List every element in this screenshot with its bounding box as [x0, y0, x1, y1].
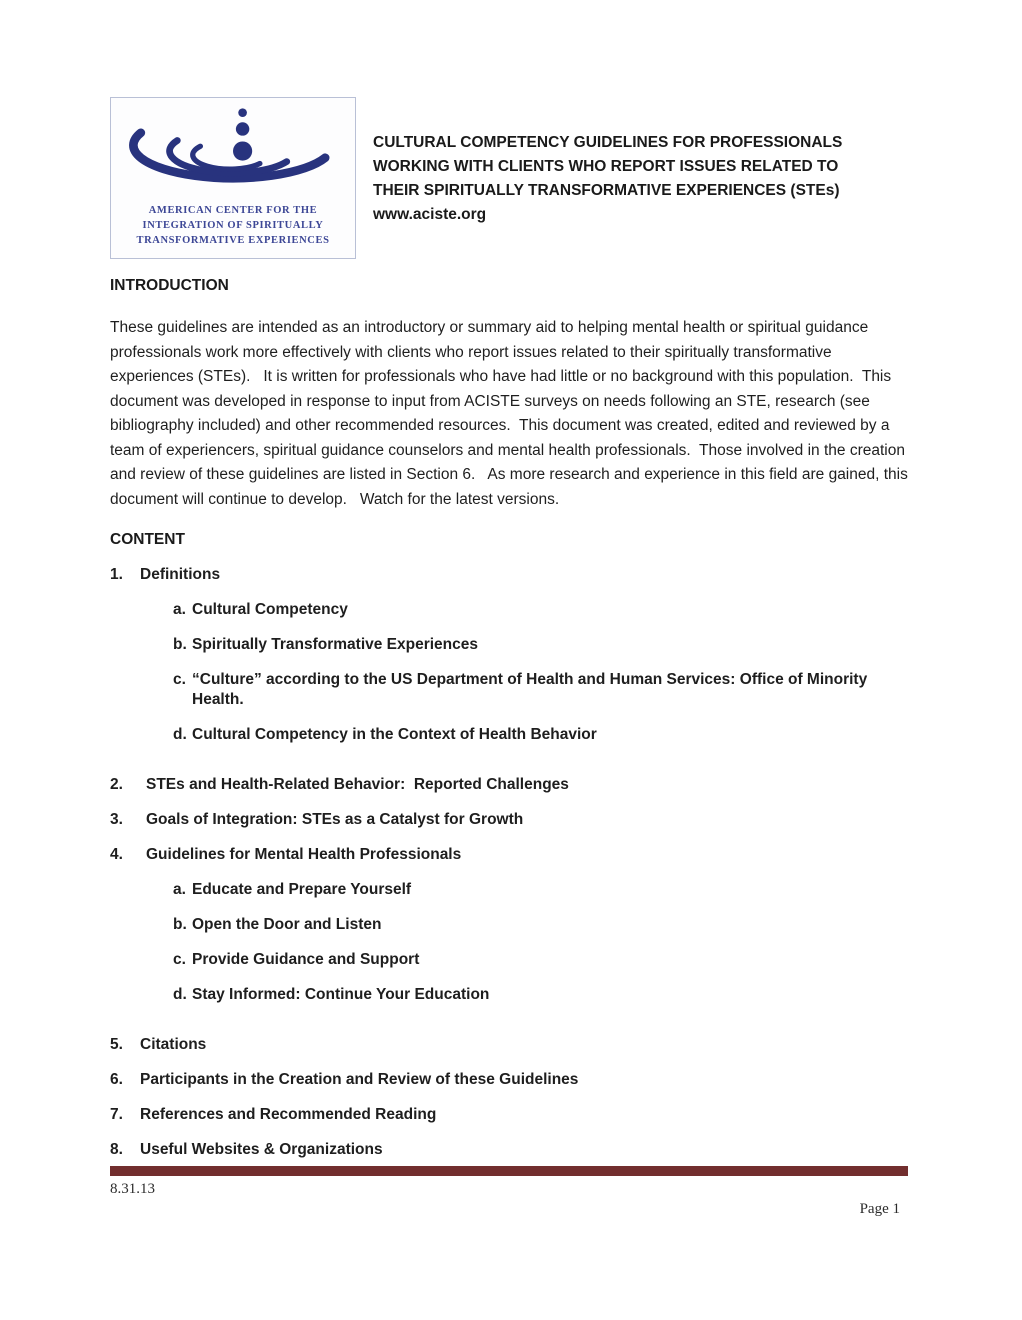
toc-subitem-4d [110, 985, 910, 1005]
toc-item-6 [110, 1070, 910, 1090]
toc-sub-letter: d. [173, 986, 187, 1003]
toc-label: Goals of Integration: STEs as a Catalyst for Growth [146, 811, 524, 828]
toc-number: 3. [110, 811, 123, 828]
introduction-paragraph: These guidelines are intended as an introductory or summary aid to helping mental health or spiritual guidance professionals work more effectively with clients who report issues related to their spiritually transformative experiences (STEs). It is written for professionals who have had little or no background with this population. This document was developed in response to input from ACISTE surveys on needs following an STE, research (see bibliography included) and other recommended resources. This document was created, edited and reviewed by a team of experiencers, spiritual guidance counselors and mental health professionals. Those involved in the creation and review of these guidelines are listed in Section 6. As more research and experience in this field are gained, this document will continue to develop. Watch for the latest versions. [110, 319, 913, 508]
toc-label: Citations [140, 1036, 207, 1053]
toc-item-2 [110, 775, 910, 795]
toc-sub-label: Provide Guidance and Support [192, 951, 420, 968]
toc-label: Useful Websites & Organizations [140, 1141, 383, 1158]
toc-number: 5. [110, 1036, 123, 1053]
content-heading: CONTENT [110, 531, 185, 548]
toc-item-3 [110, 810, 910, 830]
toc-sub-label: “Culture” according to the US Department of Health and Human Services: Office of Minority Health. [192, 671, 872, 708]
toc-item-7 [110, 1105, 910, 1125]
toc-sub-label: Spiritually Transformative Experiences [192, 636, 479, 653]
toc-number: 2. [110, 776, 123, 793]
document-body [110, 276, 913, 1175]
toc-item-5 [110, 1035, 910, 1055]
toc-number: 7. [110, 1106, 123, 1123]
page-number: Page 1 [859, 1201, 900, 1217]
aciste-logo [110, 97, 356, 259]
toc-label: References and Recommended Reading [140, 1106, 437, 1123]
logo-org-name [136, 203, 329, 248]
toc-number: 1. [110, 566, 123, 583]
toc-subitem-1b [110, 635, 910, 655]
toc-sub-letter: c. [173, 671, 186, 688]
logo-org-line: INTEGRATION OF SPIRITUALLY [142, 220, 324, 231]
toc-sub-letter: c. [173, 951, 186, 968]
toc-sub-letter: d. [173, 726, 187, 743]
toc-item-4 [110, 845, 910, 1020]
toc-item-8 [110, 1140, 910, 1160]
toc-subitem-4a [110, 880, 910, 900]
toc-number: 8. [110, 1141, 123, 1158]
toc-subitem-1d [110, 725, 910, 745]
document-title [373, 97, 842, 227]
toc-sub-label: Educate and Prepare Yourself [192, 881, 412, 898]
toc-sub-letter: a. [173, 881, 186, 898]
toc-item-1 [110, 565, 910, 760]
logo-org-line: TRANSFORMATIVE EXPERIENCES [136, 235, 330, 246]
footer-date: 8.31.13 [110, 1181, 155, 1197]
table-of-contents [110, 565, 910, 1160]
footer-divider-bar [110, 1166, 908, 1176]
document-footer [110, 1166, 908, 1218]
toc-sub-letter: b. [173, 636, 187, 653]
title-line: THEIR SPIRITUALLY TRANSFORMATIVE EXPERIENCES (STEs) [373, 182, 840, 199]
toc-subitem-4b [110, 915, 910, 935]
website-url: www.aciste.org [373, 206, 487, 223]
title-line: CULTURAL COMPETENCY GUIDELINES FOR PROFESSIONALS [373, 134, 843, 151]
toc-subitem-1a [110, 600, 910, 620]
toc-sub-letter: a. [173, 601, 186, 618]
toc-subitem-1c [110, 670, 910, 710]
toc-label: Definitions [140, 566, 221, 583]
toc-label: Guidelines for Mental Health Professionals [146, 846, 462, 863]
toc-sub-label: Open the Door and Listen [192, 916, 382, 933]
logo-org-line: AMERICAN CENTER FOR THE [148, 205, 318, 216]
toc-number: 4. [110, 846, 123, 863]
toc-sub-label: Stay Informed: Continue Your Education [192, 986, 490, 1003]
toc-sub-label: Cultural Competency in the Context of Health Behavior [192, 726, 597, 743]
toc-label: STEs and Health-Related Behavior: Reported Challenges [146, 776, 569, 793]
title-line: WORKING WITH CLIENTS WHO REPORT ISSUES RELATED TO [373, 158, 839, 175]
document-header [110, 97, 842, 259]
three-dots-icon [233, 108, 252, 160]
toc-subitem-4c [110, 950, 910, 970]
toc-sub-letter: b. [173, 916, 187, 933]
toc-number: 6. [110, 1071, 123, 1088]
toc-label: Participants in the Creation and Review of these Guidelines [140, 1071, 579, 1088]
toc-sub-label: Cultural Competency [192, 601, 348, 618]
ripple-swoosh-icon [126, 104, 340, 200]
introduction-heading: INTRODUCTION [110, 277, 229, 294]
